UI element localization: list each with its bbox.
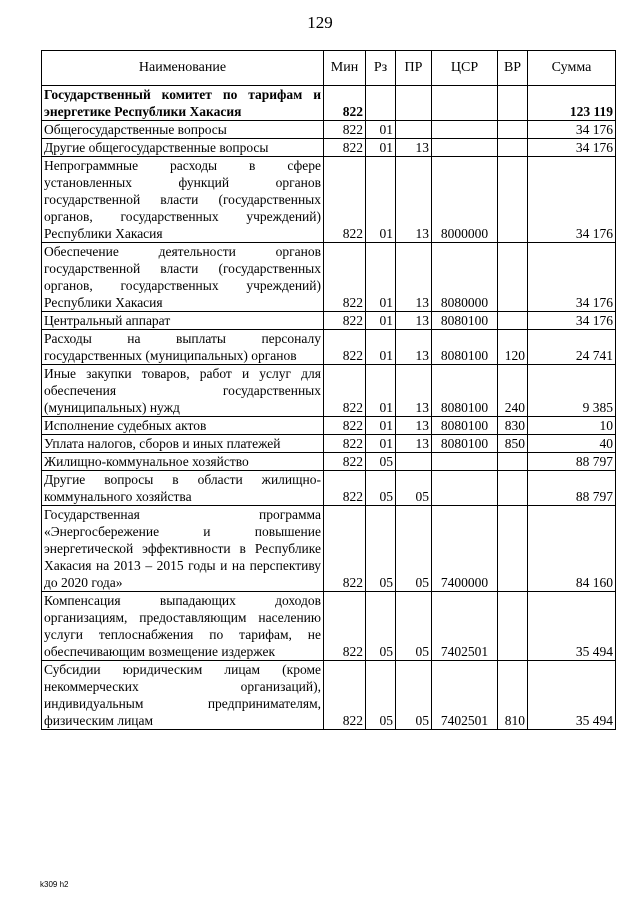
cell-name: Уплата налогов, сборов и иных платежей <box>42 435 324 453</box>
cell-rz: 01 <box>366 330 396 365</box>
cell-csr <box>432 471 498 506</box>
cell-pr: 05 <box>396 661 432 730</box>
header-vr: ВР <box>498 51 528 86</box>
cell-vr: 830 <box>498 417 528 435</box>
cell-sum: 35 494 <box>528 592 616 661</box>
cell-vr: 810 <box>498 661 528 730</box>
cell-pr: 13 <box>396 139 432 157</box>
cell-vr <box>498 139 528 157</box>
cell-sum: 34 176 <box>528 139 616 157</box>
cell-sum: 40 <box>528 435 616 453</box>
table-row <box>42 330 616 365</box>
cell-pr: 05 <box>396 506 432 592</box>
cell-min: 822 <box>324 417 366 435</box>
table-row <box>42 506 616 592</box>
cell-pr: 13 <box>396 417 432 435</box>
cell-name: Иные закупки товаров, работ и услуг для обеспечения государственных (муниципальных) нужд <box>42 365 324 417</box>
cell-csr <box>432 86 498 121</box>
cell-name: Компенсация выпадающих доходов организациям, предоставляющим населению услуги теплоснабжения по тарифам, не обеспечивающим возмещение издержек <box>42 592 324 661</box>
cell-rz: 05 <box>366 592 396 661</box>
cell-name: Непрограммные расходы в сфере установленных функций органов государственной власти (государственных органов, государственных учреждений) Республики Хакасия <box>42 157 324 243</box>
cell-pr <box>396 453 432 471</box>
cell-min: 822 <box>324 312 366 330</box>
cell-name: Другие общегосударственные вопросы <box>42 139 324 157</box>
cell-name: Жилищно-коммунальное хозяйство <box>42 453 324 471</box>
budget-table <box>41 50 616 730</box>
cell-pr: 13 <box>396 157 432 243</box>
cell-min: 822 <box>324 506 366 592</box>
cell-sum: 24 741 <box>528 330 616 365</box>
cell-name: Государственный комитет по тарифам и энергетике Республики Хакасия <box>42 86 324 121</box>
cell-vr <box>498 86 528 121</box>
page-number: 129 <box>307 13 333 32</box>
cell-name: Другие вопросы в области жилищно-коммунального хозяйства <box>42 471 324 506</box>
cell-name: Исполнение судебных актов <box>42 417 324 435</box>
table-row <box>42 592 616 661</box>
cell-vr <box>498 506 528 592</box>
table-row <box>42 139 616 157</box>
header-rz: Рз <box>366 51 396 86</box>
cell-name: Государственная программа «Энергосбережение и повышение энергетической эффективности в Республике Хакасия на 2013 – 2015 годы и на перспективу до 2020 года» <box>42 506 324 592</box>
cell-pr: 05 <box>396 471 432 506</box>
cell-vr <box>498 453 528 471</box>
cell-rz: 05 <box>366 453 396 471</box>
cell-min: 822 <box>324 471 366 506</box>
cell-min: 822 <box>324 121 366 139</box>
cell-rz: 05 <box>366 506 396 592</box>
cell-csr: 8080100 <box>432 365 498 417</box>
table-body <box>42 86 616 730</box>
table-row <box>42 312 616 330</box>
table-row <box>42 661 616 730</box>
cell-rz: 01 <box>366 435 396 453</box>
cell-sum: 35 494 <box>528 661 616 730</box>
cell-pr: 13 <box>396 365 432 417</box>
header-row <box>42 51 616 86</box>
cell-sum: 34 176 <box>528 243 616 312</box>
cell-csr <box>432 121 498 139</box>
header-min: Мин <box>324 51 366 86</box>
cell-rz <box>366 86 396 121</box>
cell-rz: 01 <box>366 243 396 312</box>
cell-min: 822 <box>324 330 366 365</box>
cell-vr <box>498 121 528 139</box>
cell-sum: 123 119 <box>528 86 616 121</box>
cell-pr: 05 <box>396 592 432 661</box>
cell-rz: 01 <box>366 121 396 139</box>
table-row <box>42 435 616 453</box>
cell-sum: 88 797 <box>528 471 616 506</box>
table-row <box>42 121 616 139</box>
cell-name: Обеспечение деятельности органов государственной власти (государственных органов, государственных учреждений) Республики Хакасия <box>42 243 324 312</box>
table-row <box>42 417 616 435</box>
cell-min: 822 <box>324 453 366 471</box>
cell-pr <box>396 121 432 139</box>
table-row <box>42 471 616 506</box>
cell-name: Расходы на выплаты персоналу государственных (муниципальных) органов <box>42 330 324 365</box>
cell-vr <box>498 243 528 312</box>
cell-vr: 120 <box>498 330 528 365</box>
cell-sum: 34 176 <box>528 157 616 243</box>
cell-rz: 05 <box>366 661 396 730</box>
cell-pr: 13 <box>396 243 432 312</box>
header-name: Наименование <box>42 51 324 86</box>
header-sum: Сумма <box>528 51 616 86</box>
cell-min: 822 <box>324 139 366 157</box>
footer-code: k309 h2 <box>40 880 69 889</box>
table-row <box>42 365 616 417</box>
cell-rz: 01 <box>366 157 396 243</box>
cell-sum: 34 176 <box>528 312 616 330</box>
cell-pr: 13 <box>396 312 432 330</box>
cell-rz: 01 <box>366 417 396 435</box>
cell-csr: 7402501 <box>432 592 498 661</box>
cell-csr: 7402501 <box>432 661 498 730</box>
cell-csr: 8080000 <box>432 243 498 312</box>
cell-sum: 84 160 <box>528 506 616 592</box>
table-row <box>42 453 616 471</box>
cell-pr <box>396 86 432 121</box>
table-row <box>42 157 616 243</box>
table-row <box>42 243 616 312</box>
cell-min: 822 <box>324 86 366 121</box>
cell-pr: 13 <box>396 330 432 365</box>
cell-min: 822 <box>324 243 366 312</box>
cell-vr <box>498 312 528 330</box>
cell-vr: 240 <box>498 365 528 417</box>
cell-sum: 88 797 <box>528 453 616 471</box>
table-row <box>42 86 616 121</box>
cell-rz: 05 <box>366 471 396 506</box>
cell-min: 822 <box>324 661 366 730</box>
cell-min: 822 <box>324 157 366 243</box>
cell-csr: 8080100 <box>432 330 498 365</box>
cell-csr: 7400000 <box>432 506 498 592</box>
cell-pr: 13 <box>396 435 432 453</box>
cell-rz: 01 <box>366 365 396 417</box>
cell-name: Общегосударственные вопросы <box>42 121 324 139</box>
cell-csr: 8080100 <box>432 417 498 435</box>
cell-rz: 01 <box>366 312 396 330</box>
cell-name: Центральный аппарат <box>42 312 324 330</box>
cell-name: Субсидии юридическим лицам (кроме некоммерческих организаций), индивидуальным предпринимателям, физическим лицам <box>42 661 324 730</box>
cell-csr: 8080100 <box>432 435 498 453</box>
cell-sum: 9 385 <box>528 365 616 417</box>
header-csr: ЦСР <box>432 51 498 86</box>
cell-vr: 850 <box>498 435 528 453</box>
cell-vr <box>498 592 528 661</box>
cell-min: 822 <box>324 365 366 417</box>
cell-sum: 34 176 <box>528 121 616 139</box>
cell-vr <box>498 471 528 506</box>
cell-vr <box>498 157 528 243</box>
cell-csr: 8080100 <box>432 312 498 330</box>
cell-csr <box>432 453 498 471</box>
cell-sum: 10 <box>528 417 616 435</box>
cell-min: 822 <box>324 592 366 661</box>
cell-rz: 01 <box>366 139 396 157</box>
cell-min: 822 <box>324 435 366 453</box>
header-pr: ПР <box>396 51 432 86</box>
cell-csr <box>432 139 498 157</box>
cell-csr: 8000000 <box>432 157 498 243</box>
